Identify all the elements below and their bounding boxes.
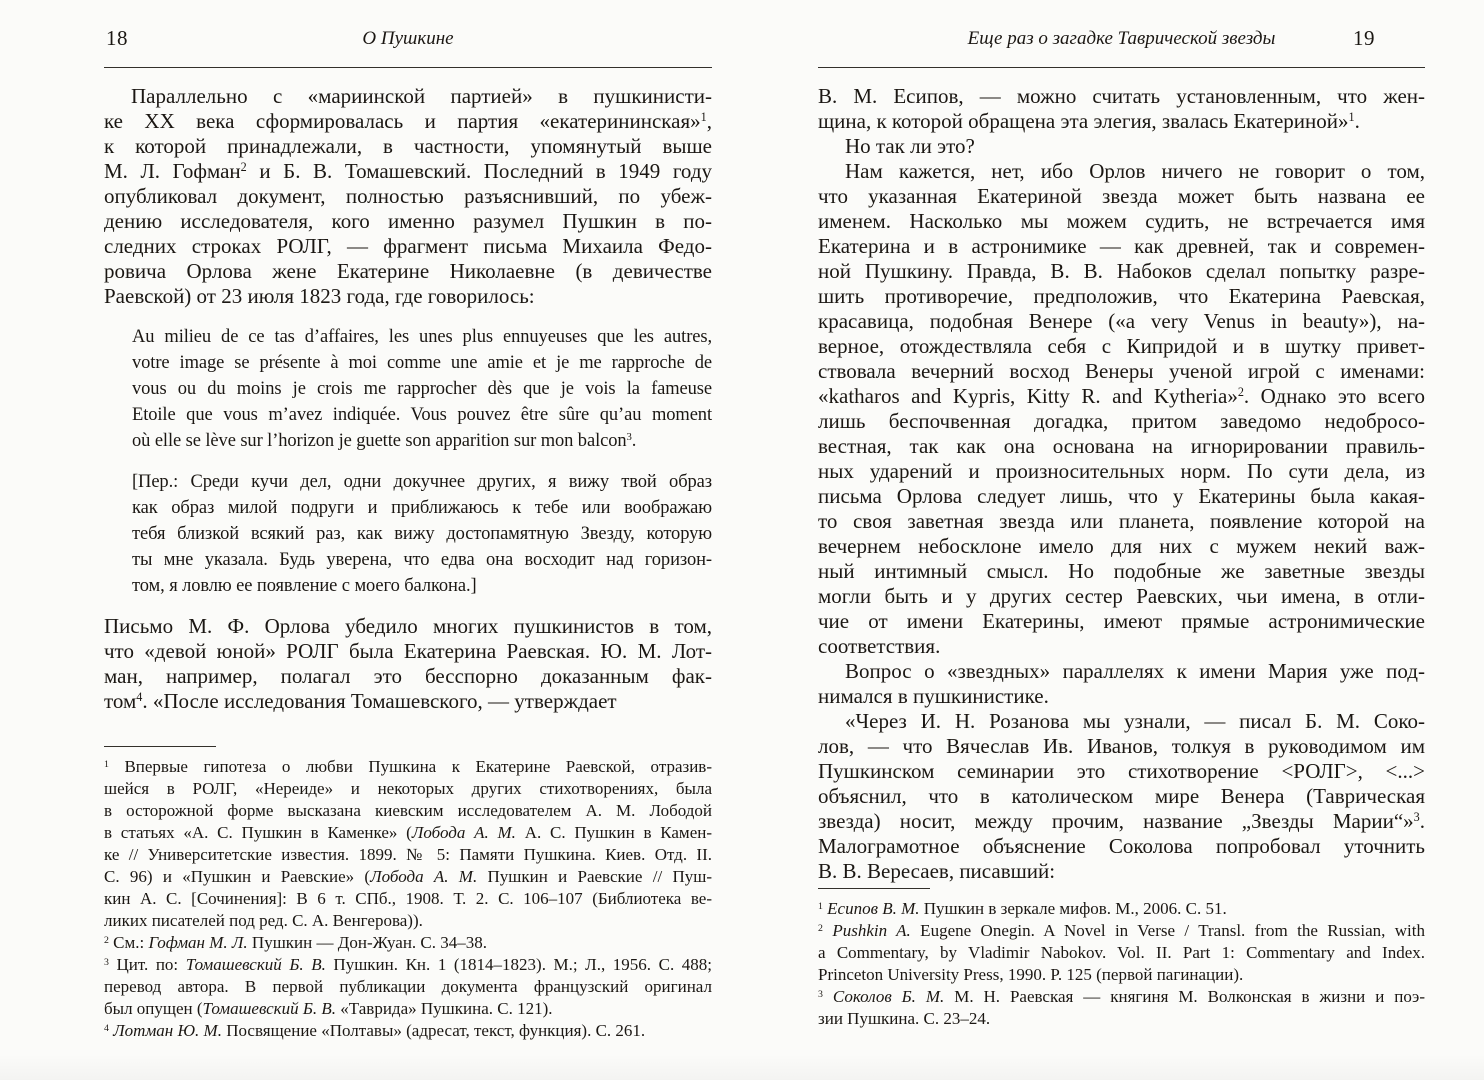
running-title: Еще раз о загадке Таврической звезды <box>967 28 1276 49</box>
text-line: том, я ловлю ее появление с моего балкона.] <box>132 576 477 596</box>
paragraph <box>818 84 1425 134</box>
text-line: зии Пушкина. С. 23–24. <box>818 1009 991 1028</box>
text-line: Princeton University Press, 1990. P. 125 (первой пагинации). <box>818 965 1244 984</box>
book-page-left <box>104 0 712 1080</box>
footnote <box>104 954 712 1020</box>
footnote-separator <box>104 746 216 747</box>
text-line: звезда) носит, между прочим, название „Звезды Марии“»$^3$. <box>818 809 1425 833</box>
text-line: Etoile que vous m’avez indiquée. Vous pouvez être sûre qu’au moment <box>132 405 712 425</box>
text-line: соответствия. <box>818 634 941 658</box>
text-line: верное, отождествляла себя с Кипридой и в шутку привет- <box>818 334 1425 358</box>
paragraph <box>818 159 1425 659</box>
text-line: вестная, так как она основана на игнорировании правиль- <box>818 434 1425 458</box>
text-line: $^3$ Соколов Б. М. М. Н. Раевская — княгиня М. Волконская в жизни и поэ- <box>818 987 1426 1006</box>
text-line: как образ милой подруги и приближаюсь к тебе или воображаю <box>132 498 712 518</box>
header-rule <box>104 67 712 68</box>
paragraph <box>818 134 1425 159</box>
text-line: шейся в РОЛГ, «Нереиде» и некоторых других стихотворениях, была <box>104 779 712 798</box>
text-line: том$^4$. «После исследования Томашевского, — утверждает <box>104 689 617 713</box>
running-title: О Пушкине <box>362 28 454 49</box>
footnote <box>818 986 1425 1030</box>
text-line: С. 96) и «Пушкин и Раевские» (Лобода А. М. Пушкин и Раевские // Пуш- <box>104 867 712 886</box>
text-line: Но так ли это? <box>845 134 975 158</box>
text-line: щина, к которой обращена эта элегия, звалась Екатериной»$^1$. <box>818 109 1360 133</box>
text-line: Au milieu de ce tas d’affaires, les unes plus ennuyeuses que les autres, <box>132 327 712 347</box>
text-line: ке XX века сформировалась и партия «екатерининская»$^1$, <box>104 109 712 133</box>
text-line: объяснил, что в католическом мире Венера (Таврическая <box>818 784 1425 808</box>
text-line: что указанная Екатериной звезда может быть названа ее <box>818 184 1425 208</box>
text-column <box>104 84 712 714</box>
text-line: чие от имени Екатерины, имеют прямые астронимические <box>818 609 1425 633</box>
text-line: дению исследователя, кого именно разумел Пушкин в по- <box>104 209 712 233</box>
text-line: вечернем небосклоне имело для них с мужем некий важ- <box>818 534 1425 558</box>
text-line: ной Пушкину. Правда, В. В. Набоков сделал попытку разре- <box>818 259 1425 283</box>
text-line: к которой принадлежали, в частности, упомянутый выше <box>104 134 712 158</box>
text-line: votre image se présente à moi comme une amie et je me rapproche de <box>132 353 712 373</box>
text-line: что «девой юной» РОЛГ была Екатерина Раевская. Ю. М. Лот- <box>104 639 712 663</box>
text-line: vous ou du moins je crois me rapprocher dès que je vois la fameuse <box>132 379 712 399</box>
footnote-separator <box>818 888 930 889</box>
text-line: ты мне указала. Будь уверена, что едва она восходит над горизон- <box>132 550 712 570</box>
text-line: тебя близкой всякий раз, как вижу достопамятную Звезду, которую <box>132 524 712 544</box>
text-line: красавица, подобная Венере («a very Venus in beauty»), на- <box>818 309 1425 333</box>
footnote <box>104 932 712 954</box>
text-line: $^1$ Есипов В. М. Пушкин в зеркале мифов. М., 2006. С. 51. <box>818 899 1227 918</box>
text-line: был опущен (Томашевский Б. В. «Таврида» Пушкина. С. 121). <box>104 999 553 1018</box>
text-line: Нам кажется, нет, ибо Орлов ничего не говорит о том, <box>845 159 1425 183</box>
text-line: то своя заветная звезда или планета, появление которой на <box>818 509 1425 533</box>
text-line: Екатерина и в астронимике — как древней, так и современ- <box>818 234 1425 258</box>
text-line: перевод автора. В первой публикации документа французский оригинал <box>104 977 712 996</box>
footnote <box>104 756 712 932</box>
quote-block <box>132 324 712 454</box>
text-line: Вопрос о «звездных» параллелях к имени Мария уже под- <box>845 659 1425 683</box>
text-line: следних строках РОЛГ, — фрагмент письма Михаила Федо- <box>104 234 712 258</box>
text-line: именем. Насколько мы можем судить, не встречается имя <box>818 209 1425 233</box>
text-line: могли быть и у других сестер Раевских, чьи имена, в отли- <box>818 584 1425 608</box>
text-line: в статьях «А. С. Пушкин в Каменке» (Лобода А. М. А. С. Пушкин в Камен- <box>104 823 712 842</box>
text-line: Письмо М. Ф. Орлова убедило многих пушкинистов в том, <box>104 614 712 638</box>
text-line: $^4$ Лотман Ю. М. Посвящение «Полтавы» (адресат, текст, функция). С. 261. <box>104 1021 646 1040</box>
text-line: où elle se lève sur l’horizon je guette son apparition sur mon balcon$^3$. <box>132 431 637 451</box>
footnote <box>818 898 1425 920</box>
text-line: Пушкинском семинарии это стихотворение <РОЛГ>, <...> <box>818 759 1425 783</box>
text-line: a Commentary, by Vladimir Nabokov. Vol. II. Part 1: Commentary and Index. <box>818 943 1425 962</box>
text-line: ман, например, полагал это бесспорно доказанным фак- <box>104 664 712 688</box>
text-line: лишь беспочвенная догадка, притом заведомо недобросо- <box>818 409 1425 433</box>
paragraph <box>818 709 1425 884</box>
text-line: в осторожной форме высказана киевским исследователем А. М. Лободой <box>104 801 712 820</box>
footnote <box>818 920 1425 986</box>
text-line: $^2$ Pushkin A. Eugene Onegin. A Novel in Verse / Transl. from the Russian, with <box>818 921 1425 940</box>
text-line: В. В. Вересаев, писавший: <box>818 859 1056 883</box>
text-line: Параллельно с «мариинской партией» в пушкинисти- <box>131 84 712 108</box>
footnotes <box>104 746 712 1042</box>
paragraph <box>104 84 712 309</box>
text-line: «katharos and Kypris, Kitty R. and Kytheria»$^2$. Однако это всего <box>818 384 1425 408</box>
text-line: шить противоречие, предположив, что Екатерина Раевская, <box>818 284 1425 308</box>
text-line: письма Орлова следует лишь, что у Екатерины была какая- <box>818 484 1425 508</box>
paragraph <box>818 659 1425 709</box>
page-number: 18 <box>106 26 128 50</box>
text-line: ке // Университетские известия. 1899. № 5: Памяти Пушкина. Киев. Отд. II. <box>104 845 712 864</box>
header-rule <box>818 67 1425 68</box>
text-line: М. Л. Гофман$^2$ и Б. В. Томашевский. Последний в 1949 году <box>104 159 712 183</box>
text-line: Малограмотное объяснение Соколова попробовал уточнить <box>818 834 1425 858</box>
book-page-right <box>818 0 1425 1080</box>
text-line: ликих писателей под ред. С. А. Венгерова)). <box>104 911 423 930</box>
text-line: ровича Орлова жене Екатерине Николаевне (в девичестве <box>104 259 712 283</box>
footnote <box>104 1020 712 1042</box>
text-line: ный интимный смысл. Но подобные же заветные звезды <box>818 559 1425 583</box>
text-line: лов, — что Вячеслав Ив. Иванов, толкуя в руководимом им <box>818 734 1425 758</box>
text-line: $^3$ Цит. по: Томашевский Б. В. Пушкин. Кн. 1 (1814–1823). М.; Л., 1956. С. 488; <box>104 955 712 974</box>
text-line: Раевской) от 23 июля 1823 года, где говорилось: <box>104 284 535 308</box>
text-line: [Пер.: Среди кучи дел, одни докучнее других, я вижу твой образ <box>132 472 712 492</box>
text-line: нимался в пушкинистике. <box>818 684 1049 708</box>
text-line: ных ударений и произносительных норм. По сути дела, из <box>818 459 1425 483</box>
text-line: ствовала вечерний восход Венеры ученой игрой с именами: <box>818 359 1425 383</box>
text-line: В. М. Есипов, — можно считать установленным, что жен- <box>818 84 1425 108</box>
page-number: 19 <box>1353 26 1375 50</box>
text-line: $^1$ Впервые гипотеза о любви Пушкина к Екатерине Раевской, отразив- <box>104 757 712 776</box>
text-line: кин А. С. [Сочинения]: В 6 т. СПб., 1908. Т. 2. С. 106–107 (Библиотека ве- <box>104 889 712 908</box>
paragraph <box>104 614 712 714</box>
footnotes <box>818 888 1425 1030</box>
quote-block <box>132 469 712 599</box>
text-column <box>818 84 1425 884</box>
text-line: «Через И. Н. Розанова мы узнали, — писал Б. М. Соко- <box>845 709 1425 733</box>
text-line: опубликовал документ, полностью разъяснивший, по убеж- <box>104 184 712 208</box>
text-line: $^2$ См.: Гофман М. Л. Пушкин — Дон-Жуан. С. 34–38. <box>104 933 488 952</box>
